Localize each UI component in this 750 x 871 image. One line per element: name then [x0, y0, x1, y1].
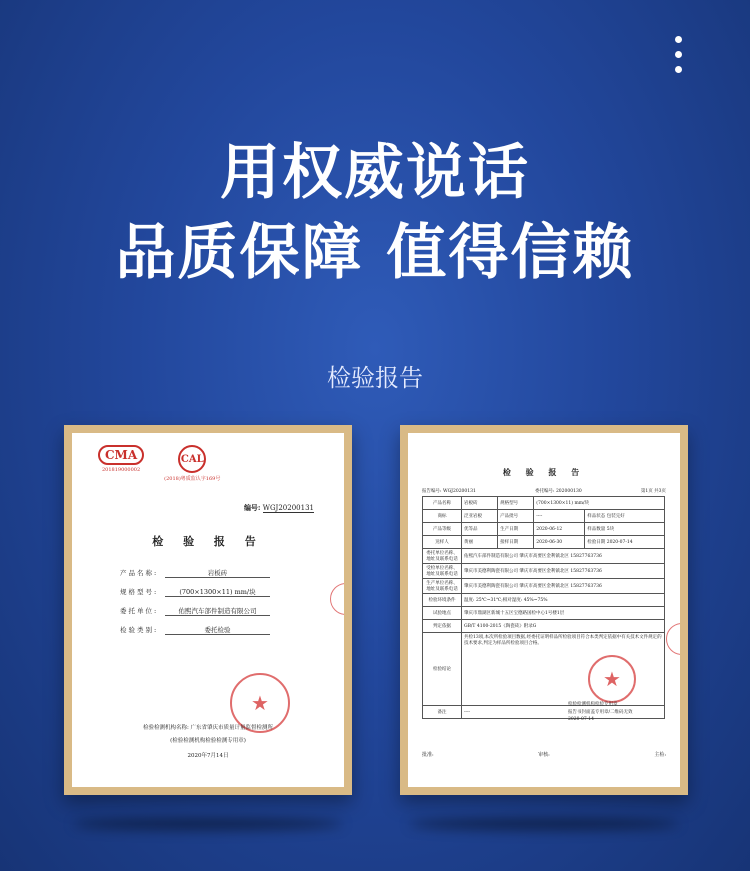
report-cover-frame[interactable]: [64, 425, 352, 795]
detail-header: 报告编号: WGJ20200131 委托编号: 202000130 第1页 共3页: [422, 489, 666, 494]
edge-seal: [666, 623, 680, 655]
official-seal: ★: [230, 673, 290, 733]
seal-note: 报告书封面盖专用章/二维码无效: [568, 710, 633, 715]
edge-seal: [330, 583, 344, 615]
signature-row: 批准: 审核: 主检:: [422, 752, 666, 758]
report-title: 检 验 报 告: [152, 535, 264, 548]
report-detail-frame[interactable]: [400, 425, 688, 795]
detail-title: 检 验 报 告: [502, 467, 586, 477]
report-detail: [408, 433, 680, 787]
issuer-line: 检验检测机构名称: 广东省肇庆市质量计量监督检测所: [142, 725, 274, 731]
more-menu-icon[interactable]: [672, 36, 684, 80]
subheadline: 品质保障 值得信赖: [115, 218, 635, 288]
seal-date: 2020-07-14: [568, 717, 594, 722]
cma-logo: CMA 201819000002: [98, 445, 144, 473]
section-title: 检验报告: [327, 364, 423, 392]
seal-caption: 检验检测机构检验专用章: [568, 702, 618, 707]
report-fields: 产品名称: 岩板砖 规格型号: (700×1300×11) mm/块 委托单位: 佑熙汽车部件制造有限公司 检验类别: 委托检验: [120, 568, 270, 644]
issuer-note: (检验检测机构检验检测专用章): [170, 738, 246, 744]
inspection-seal: ★: [588, 655, 636, 703]
detail-table: 产品名称 岩板砖 规格型号 (700×1300×11) mm/块 商标 泛亚岩板 产品批号 ---- 样品状态 包装完好 产品等级 优等品 生产日期 2020-06-12 样品数量 5块 送样人 黄丽 接样日期 2020-06-30 检验日期 2020-07-14 委托单位名称、地址及联系电话 佑熙汽车部件制造有限公司 肇庆市高要区金利镇北区 15827763736 受检单位名称、地址及联系电话 肇庆市美德利陶瓷有限公司 肇庆市高要区金利镇北区 15827763736 生产单位名称、地址及联系电话 肇庆市美德利陶瓷有限公司 肇庆市高要区金利镇北区 15827763736 检验环境条件 温度: 25℃~31℃;相对湿度: 45%~75% 试验地点 肇庆市鼎湖区新城十五区宝德路国检中心1号楼1层 判定依据 GB/T 4100-2015《陶瓷砖》附录G 检验结论 共检13项,本次所检验项目数据,经委托证明样品所检验项目符合本类判定依据中有关技术文件规定的技术要求,判定为样品所检验项目合格。 备注 ----: [422, 496, 665, 719]
headline: 用权威说话: [220, 138, 530, 208]
report-number: 编号: WGJ20200131: [243, 503, 314, 512]
frame-shadow: [73, 818, 343, 830]
cal-logo: CAL (2018)粤质监认字169号: [164, 445, 220, 482]
issue-date: 2020年7月14日: [187, 753, 229, 759]
frame-shadow: [409, 818, 679, 830]
report-cover: [72, 433, 344, 787]
